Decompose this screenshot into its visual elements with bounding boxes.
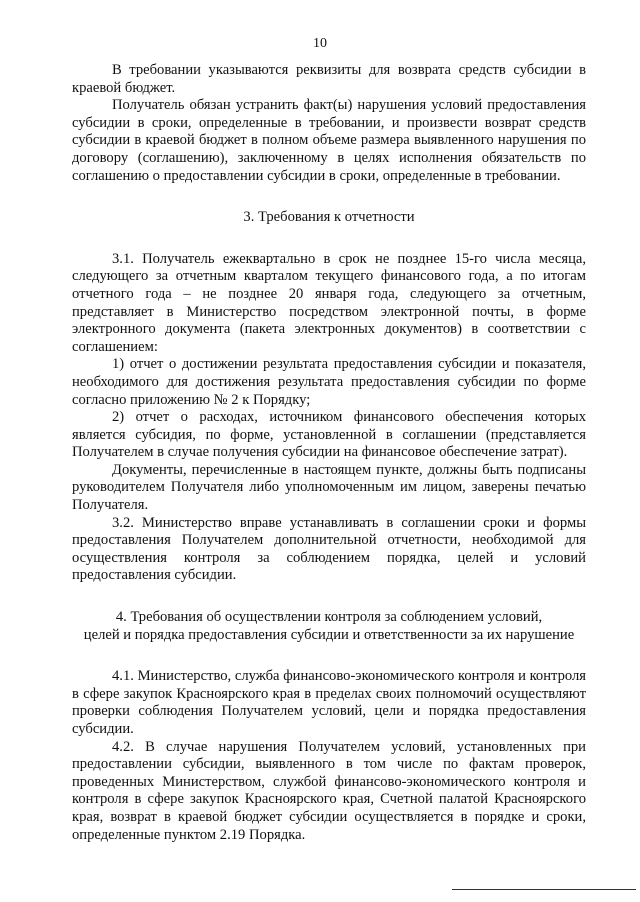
section-4-heading-line-2: целей и порядка предоставления субсидии и ответственности за их нарушение bbox=[83, 626, 575, 643]
spacer bbox=[72, 644, 586, 668]
paragraph-4-1: 4.1. Министерство, служба финансово-экономического контроля и контроля в сфере закупок Красноярского края в пределах своих полномочий осуществляют проверки соблюдения Получателем условий, цели и порядка предоставления субсидии. bbox=[72, 668, 586, 737]
section-3-heading: 3. Требования к отчетности bbox=[243, 209, 415, 226]
paragraph-3-1: 3.1. Получатель ежеквартально в срок не позднее 15-го числа месяца, следующего за отчетным кварталом текущего финансового года, а по итогам отчетного года – не позднее 20 января года, следующего за отчетным, представляет в Министерство посредством электронной почты, в форме электронного документа (пакета электронных документов) в соответствии с соглашением: bbox=[72, 250, 586, 355]
footer-rule bbox=[452, 889, 636, 890]
paragraph-3-1-documents: Документы, перечисленные в настоящем пункте, должны быть подписаны руководителем Получателя либо уполномоченным им лицом, заверены печатью Получателя. bbox=[72, 461, 586, 514]
paragraph-3-1-item-2: 2) отчет о расходах, источником финансового обеспечения которых является субсидия, по форме, установленной в соглашении (представляется Получателем в случае получения субсидии на финансовое обеспечение затрат). bbox=[72, 409, 586, 461]
document-body bbox=[72, 62, 586, 844]
spacer bbox=[72, 227, 586, 251]
paragraph-3-1-item-1: 1) отчет о достижении результата предоставления субсидии и показателя, необходимого для достижения результата предоставления субсидии по форме согласно приложению № 2 к Порядку; bbox=[72, 356, 586, 408]
spacer bbox=[72, 185, 586, 209]
spacer bbox=[72, 585, 586, 609]
paragraph-3-2: 3.2. Министерство вправе устанавливать в соглашении сроки и формы предоставления Получателем дополнительной отчетности, необходимой для осуществления контроля за соблюдением порядка, целей и условий предоставления субсидии. bbox=[72, 514, 586, 584]
paragraph-intro-1: В требовании указываются реквизиты для возврата средств субсидии в краевой бюджет. bbox=[72, 62, 586, 96]
page-number: 10 bbox=[313, 36, 327, 51]
paragraph-4-2: 4.2. В случае нарушения Получателем условий, установленных при предоставлении субсидии, выявленного в том числе по фактам проверок, проведенных Министерством, службой финансово-экономического контроля и контроля в сфере закупок Красноярского края, Счетной палатой Красноярского края, возврат в краевой бюджет субсидии осуществляется в порядке и сроки, определенные пунктом 2.19 Порядка. bbox=[72, 738, 586, 843]
paragraph-intro-2: Получатель обязан устранить факт(ы) нарушения условий предоставления субсидии в сроки, определенные в требовании, и произвести возврат средств субсидии в краевой бюджет в полном объеме размера выявленного нарушения по договору (соглашению), заключенному в целях исполнения обязательств по соглашению о предоставлении субсидии в сроки, определенные в требовании. bbox=[72, 97, 586, 184]
section-4-heading-line-1: 4. Требования об осуществлении контроля за соблюдением условий, bbox=[115, 609, 543, 626]
